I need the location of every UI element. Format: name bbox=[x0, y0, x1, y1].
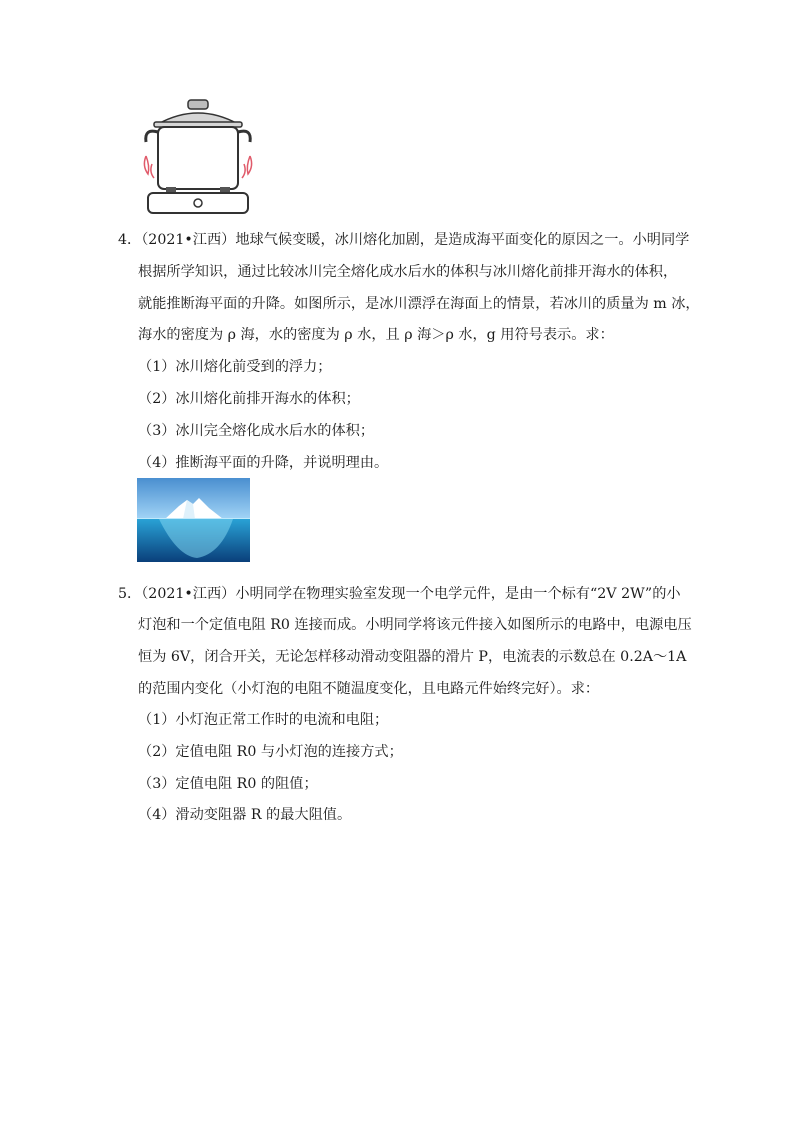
q5-sub-item-2: （2）定值电阻 R0 与小灯泡的连接方式； bbox=[138, 744, 403, 760]
q5-sub-item-4: （4）滑动变阻器 R 的最大阻值。 bbox=[138, 807, 352, 823]
q5-line-2: 灯泡和一个定值电阻 R0 连接而成。小明同学将该元件接入如图所示的电路中，电源电压 bbox=[138, 617, 692, 633]
q4-sub-item-4: （4）推断海平面的升降，并说明理由。 bbox=[138, 455, 389, 471]
q4-sub-item-2: （2）冰川熔化前排开海水的体积； bbox=[138, 391, 360, 407]
q4-line-3: 就能推断海平面的升降。如图所示，是冰川漂浮在海面上的情景，若冰川的质量为 m 冰， bbox=[138, 296, 700, 312]
q5-sub-item-1: （1）小灯泡正常工作时的电流和电阻； bbox=[138, 712, 389, 728]
q5-sub-item-3: （3）定值电阻 R0 的阻值； bbox=[138, 776, 318, 792]
q4-sub-item-3: （3）冰川完全熔化成水后水的体积； bbox=[138, 423, 375, 439]
q4-sub-item-1: （1）冰川熔化前受到的浮力； bbox=[138, 359, 332, 375]
iceberg-photo bbox=[137, 478, 250, 562]
pot-on-stove-illustration bbox=[136, 98, 260, 216]
q4-line-4: 海水的密度为 ρ 海，水的密度为 ρ 水，且 ρ 海＞ρ 水，g 用符号表示。求： bbox=[138, 327, 614, 343]
q4-line-2: 根据所学知识，通过比较冰川完全熔化成水后水的体积与冰川熔化前排开海水的体积， bbox=[138, 264, 678, 280]
q4-line-1: 4．（2021•江西）地球气候变暖，冰川熔化加剧，是造成海平面变化的原因之一。小明同学 bbox=[118, 232, 690, 248]
q5-line-3: 恒为 6V，闭合开关，无论怎样移动滑动变阻器的滑片 P，电流表的示数总在 0.2A～1A bbox=[138, 649, 687, 665]
q5-line-4: 的范围内变化（小灯泡的电阻不随温度变化，且电路元件始终完好）。求： bbox=[138, 681, 600, 697]
q5-line-1: 5．（2021•江西）小明同学在物理实验室发现一个电学元件，是由一个标有“2V 2W”的小 bbox=[118, 586, 681, 602]
